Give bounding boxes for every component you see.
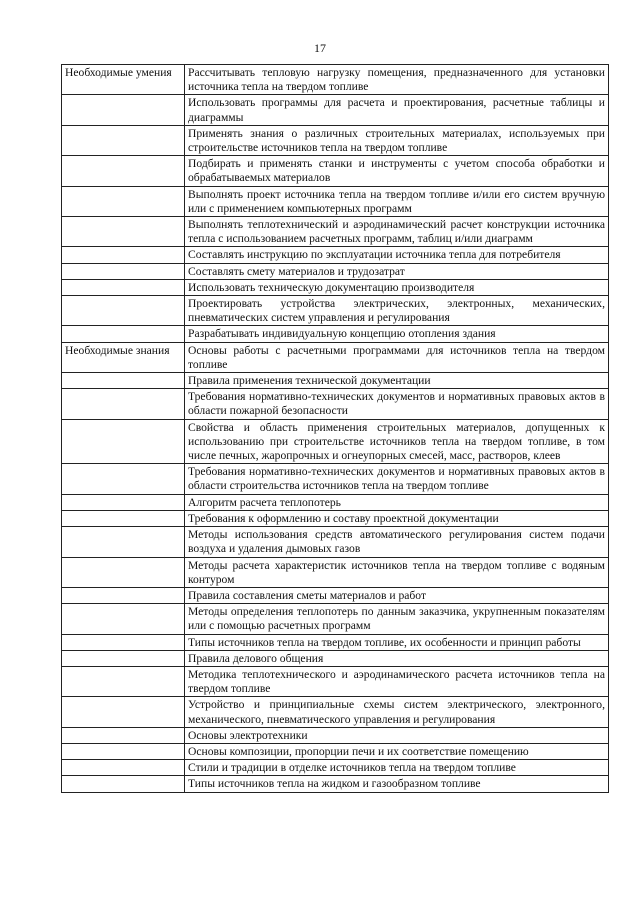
table-row <box>62 217 609 247</box>
table-row <box>62 263 609 279</box>
table-row <box>62 650 609 666</box>
table-row <box>62 494 609 510</box>
table-row <box>62 666 609 696</box>
requirement-item: Методы расчета характеристик источников тепла на твердом топливе с водяным контуром <box>185 557 609 587</box>
requirement-item: Использовать техническую документацию производителя <box>185 279 609 295</box>
requirement-item: Методы определения теплопотерь по данным заказчика, укрупненным показателям или с помощью расчетных программ <box>185 604 609 634</box>
table-row <box>62 634 609 650</box>
section-title-cell-empty <box>62 217 185 247</box>
table-row <box>62 527 609 557</box>
requirement-item: Основы композиции, пропорции печи и их соответствие помещению <box>185 743 609 759</box>
requirement-item: Требования нормативно-технических документов и нормативных правовых актов в области пожарной безопасности <box>185 389 609 419</box>
requirement-item: Типы источников тепла на жидком и газообразном топливе <box>185 776 609 792</box>
requirement-item: Основы работы с расчетными программами для источников тепла на твердом топливе <box>185 342 609 372</box>
section-title-cell-empty <box>62 510 185 526</box>
requirement-item: Правила делового общения <box>185 650 609 666</box>
section-title-cell-empty <box>62 760 185 776</box>
requirement-item: Свойства и область применения строительных материалов, допущенных к использованию при строительстве источников тепла на твердом топливе, в том числе печных, жаропрочных и огнеупорных смесей, масс, растворов, клеев <box>185 419 609 464</box>
requirement-item: Методы использования средств автоматического регулирования систем подачи воздуха и удаления дымовых газов <box>185 527 609 557</box>
table-row <box>62 557 609 587</box>
requirement-item: Разрабатывать индивидуальную концепцию отопления здания <box>185 326 609 342</box>
table-row <box>62 727 609 743</box>
section-title-cell-empty <box>62 727 185 743</box>
section-title-cell-empty <box>62 527 185 557</box>
requirements-table <box>61 64 609 793</box>
section-title-cell-empty <box>62 557 185 587</box>
table-row <box>62 342 609 372</box>
requirement-item: Составлять инструкцию по эксплуатации источника тепла для потребителя <box>185 247 609 263</box>
section-title-cell-empty <box>62 326 185 342</box>
table-row <box>62 776 609 792</box>
table-row <box>62 186 609 216</box>
table-row <box>62 373 609 389</box>
section-title-cell-empty <box>62 125 185 155</box>
requirements-table-body <box>62 65 609 793</box>
table-row <box>62 125 609 155</box>
requirement-item: Выполнять проект источника тепла на твердом топливе и/или его систем вручную или с применением компьютерных программ <box>185 186 609 216</box>
requirement-item: Требования нормативно-технических документов и нормативных правовых актов в области строительства источников тепла на твердом топливе <box>185 464 609 494</box>
section-title-cell-empty <box>62 186 185 216</box>
requirement-item: Применять знания о различных строительных материалах, используемых при строительстве источников тепла на твердом топливе <box>185 125 609 155</box>
table-row <box>62 464 609 494</box>
requirement-item: Правила применения технической документации <box>185 373 609 389</box>
section-title-cell-empty <box>62 464 185 494</box>
section-title-cell-empty <box>62 776 185 792</box>
section-title-cell-empty <box>62 389 185 419</box>
table-row <box>62 65 609 95</box>
section-title-cell-empty <box>62 95 185 125</box>
requirement-item: Выполнять теплотехнический и аэродинамический расчет конструкции источника тепла с использованием расчетных программ, таблиц и/или диаграмм <box>185 217 609 247</box>
requirement-item: Основы электротехники <box>185 727 609 743</box>
table-row <box>62 95 609 125</box>
requirement-item: Алгоритм расчета теплопотерь <box>185 494 609 510</box>
section-title-cell-empty <box>62 263 185 279</box>
table-row <box>62 760 609 776</box>
requirement-item: Стили и традиции в отделке источников тепла на твердом топливе <box>185 760 609 776</box>
requirement-item: Требования к оформлению и составу проектной документации <box>185 510 609 526</box>
table-row <box>62 279 609 295</box>
requirement-item: Типы источников тепла на твердом топливе, их особенности и принцип работы <box>185 634 609 650</box>
table-row <box>62 510 609 526</box>
requirement-item: Устройство и принципиальные схемы систем электрического, электронного, механического, пневматического управления и регулирования <box>185 697 609 727</box>
requirement-item: Методика теплотехнического и аэродинамического расчета источников тепла на твердом топливе <box>185 666 609 696</box>
table-row <box>62 326 609 342</box>
section-title: Необходимые знания <box>62 342 185 372</box>
table-row <box>62 156 609 186</box>
table-row <box>62 296 609 326</box>
requirement-item: Составлять смету материалов и трудозатрат <box>185 263 609 279</box>
requirement-item: Рассчитывать тепловую нагрузку помещения, предназначенного для установки источника тепла на твердом топливе <box>185 65 609 95</box>
section-title-cell-empty <box>62 587 185 603</box>
section-title-cell-empty <box>62 666 185 696</box>
requirement-item: Правила составления сметы материалов и работ <box>185 587 609 603</box>
page-number: 17 <box>314 41 326 55</box>
section-title-cell-empty <box>62 419 185 464</box>
section-title-cell-empty <box>62 156 185 186</box>
section-title-cell-empty <box>62 279 185 295</box>
table-row <box>62 697 609 727</box>
section-title: Необходимые умения <box>62 65 185 95</box>
section-title-cell-empty <box>62 247 185 263</box>
section-title-cell-empty <box>62 634 185 650</box>
table-row <box>62 247 609 263</box>
section-title-cell-empty <box>62 604 185 634</box>
section-title-cell-empty <box>62 373 185 389</box>
requirement-item: Подбирать и применять станки и инструменты с учетом способа обработки и обрабатываемых материалов <box>185 156 609 186</box>
table-row <box>62 389 609 419</box>
section-title-cell-empty <box>62 697 185 727</box>
requirement-item: Использовать программы для расчета и проектирования, расчетные таблицы и диаграммы <box>185 95 609 125</box>
table-row <box>62 587 609 603</box>
table-row <box>62 419 609 464</box>
requirement-item: Проектировать устройства электрических, электронных, механических, пневматических систем управления и регулирования <box>185 296 609 326</box>
table-row <box>62 743 609 759</box>
section-title-cell-empty <box>62 743 185 759</box>
section-title-cell-empty <box>62 650 185 666</box>
table-row <box>62 604 609 634</box>
section-title-cell-empty <box>62 494 185 510</box>
section-title-cell-empty <box>62 296 185 326</box>
